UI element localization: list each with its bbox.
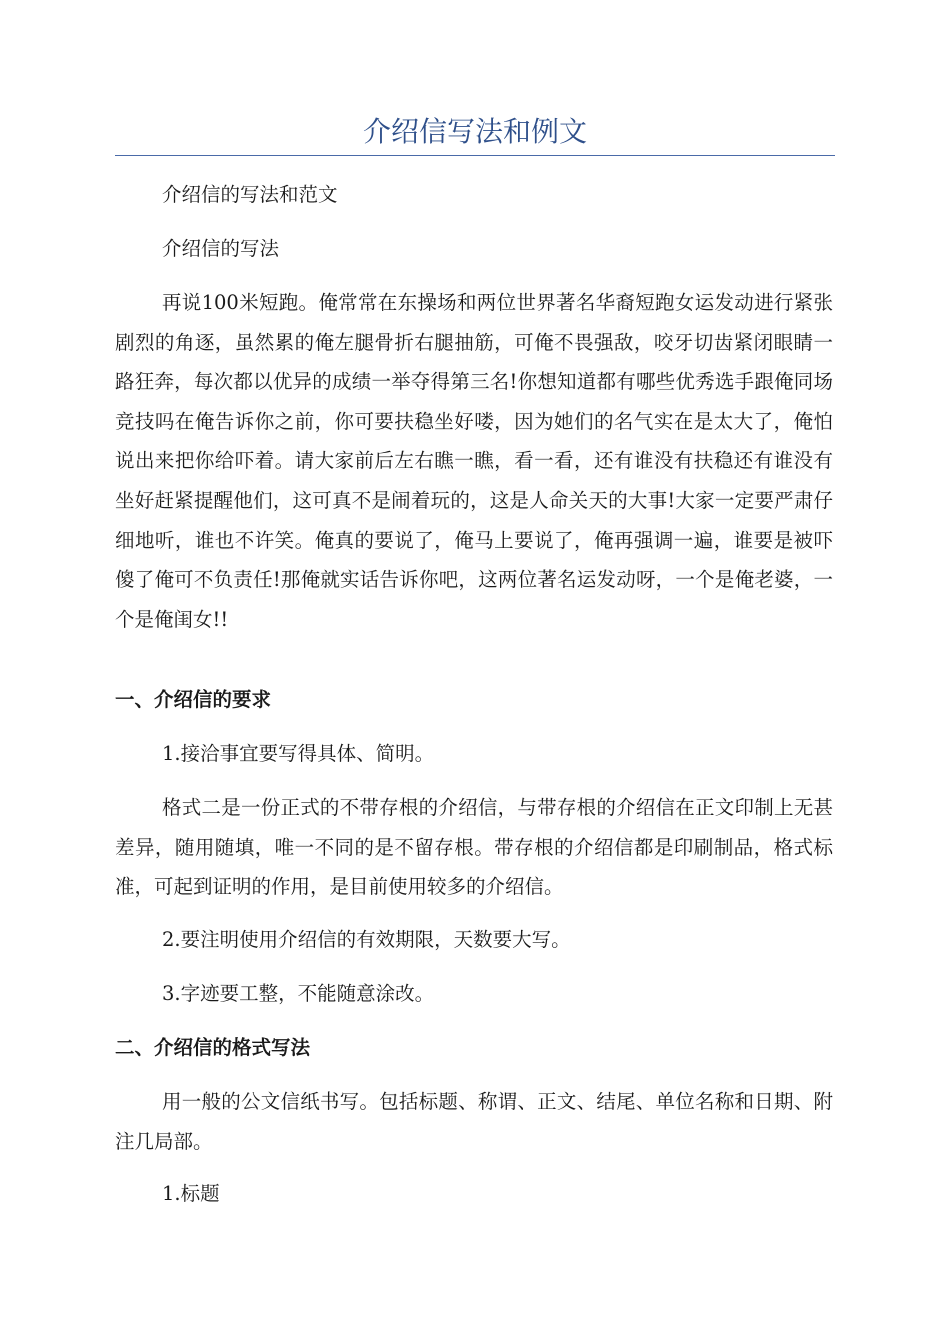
format-item-1: 1.标题	[162, 1182, 220, 1205]
paragraph-body: 再说100米短跑。俺常常在东操场和两位世界著名华裔短跑女运发动进行紧张剧烈的角逐，虽然累的俺左腿骨折右腿抽筋，可俺不畏强敌，咬牙切齿紧闭眼睛一路狂奔，每次都以优异的成绩一举夺得第三名!你想知道都有哪些优秀选手跟俺同场竞技吗在俺告诉你之前，你可要扶稳坐好喽，因为她们的名气实在是太大了，俺怕说出来把你给吓着。请大家前后左右瞧一瞧，看一看，还有谁没有扶稳还有谁没有坐好赶紧提醒他们，这可真不是闹着玩的，这是人命关天的大事!大家一定要严肃仔细地听，谁也不许笑。俺真的要说了，俺马上要说了，俺再强调一遍，谁要是被吓傻了俺可不负责任!那俺就实话告诉你吧，这两位著名运发动呀，一个是俺老婆，一个是俺闺女!!	[115, 291, 833, 631]
requirement-item-3: 3.字迹要工整，不能随意涂改。	[162, 982, 435, 1005]
requirement-item-1: 1.接洽事宜要写得具体、简明。	[162, 742, 435, 765]
section-heading-requirements: 一、介绍信的要求	[115, 688, 272, 711]
document-title: 介绍信写法和例文	[362, 115, 587, 148]
requirement-item-2: 2.要注明使用介绍信的有效期限，天数要大写。	[162, 928, 571, 951]
paragraph-section-label: 介绍信的写法	[162, 237, 280, 260]
requirement-paragraph: 格式二是一份正式的不带存根的介绍信，与带存根的介绍信在正文印制上无甚差异，随用随填，唯一不同的是不留存根。带存根的介绍信都是印刷制品，格式标准，可起到证明的作用，是目前使用较多的介绍信。	[115, 796, 833, 899]
paragraph-subtitle: 介绍信的写法和范文	[162, 183, 338, 206]
format-paragraph: 用一般的公文信纸书写。包括标题、称谓、正文、结尾、单位名称和日期、附注几局部。	[115, 1090, 833, 1153]
title-underline	[115, 155, 835, 156]
section-heading-format: 二、介绍信的格式写法	[115, 1036, 311, 1059]
